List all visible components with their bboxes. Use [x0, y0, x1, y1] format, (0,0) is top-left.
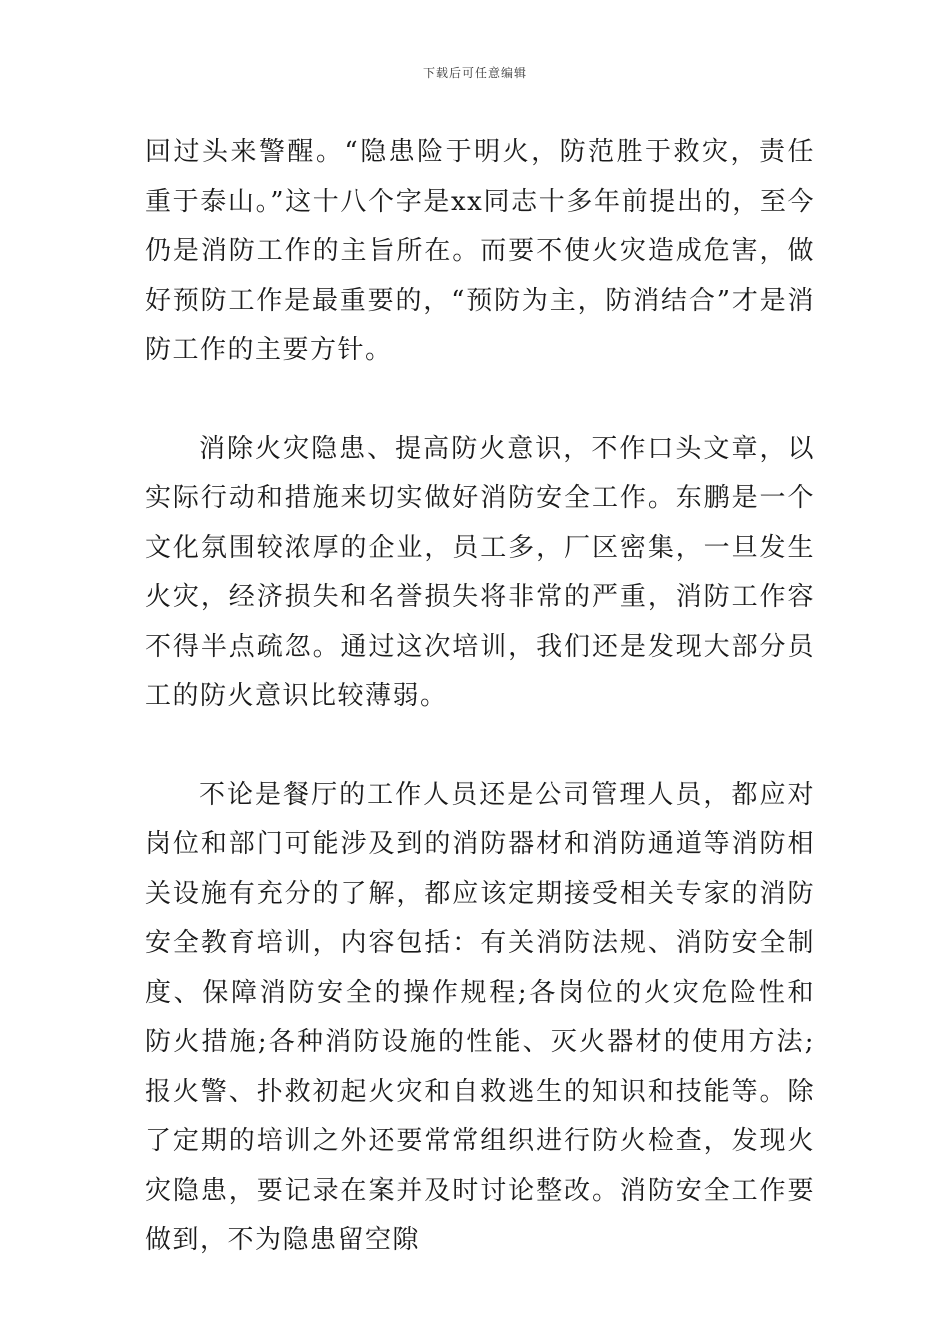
paragraph-1: 回过头来警醒。“隐患险于明火，防范胜于救灾，责任重于泰山。”这十八个字是xx同志十多年前提出的，至今仍是消防工作的主旨所在。而要不使火灾造成危害，做好预防工作是最重要的，“预防为主，防消结合”才是消防工作的主要方针。	[145, 137, 815, 365]
document-body	[145, 128, 815, 1266]
paragraph-2: 消除火灾隐患、提高防火意识，不作口头文章，以实际行动和措施来切实做好消防安全工作。东鹏是一个文化氛围较浓厚的企业，员工多，厂区密集，一旦发生火灾，经济损失和名誉损失将非常的严重，消防工作容不得半点疏忽。通过这次培训，我们还是发现大部分员工的防火意识比较薄弱。	[145, 433, 815, 711]
paragraph-3: 不论是餐厅的工作人员还是公司管理人员，都应对岗位和部门可能涉及到的消防器材和消防通道等消防相关设施有充分的了解，都应该定期接受相关专家的消防安全教育培训，内容包括：有关消防法规、消防安全制度、保障消防安全的操作规程;各岗位的火灾危险性和防火措施;各种消防设施的性能、灭火器材的使用方法;报火警、扑救初起火灾和自救逃生的知识和技能等。除了定期的培训之外还要常常组织进行防火检查，发现火灾隐患，要记录在案并及时讨论整改。消防安全工作要做到，不为隐患留空隙	[145, 779, 815, 1255]
page-header: 下载后可任意编辑	[422, 66, 527, 80]
